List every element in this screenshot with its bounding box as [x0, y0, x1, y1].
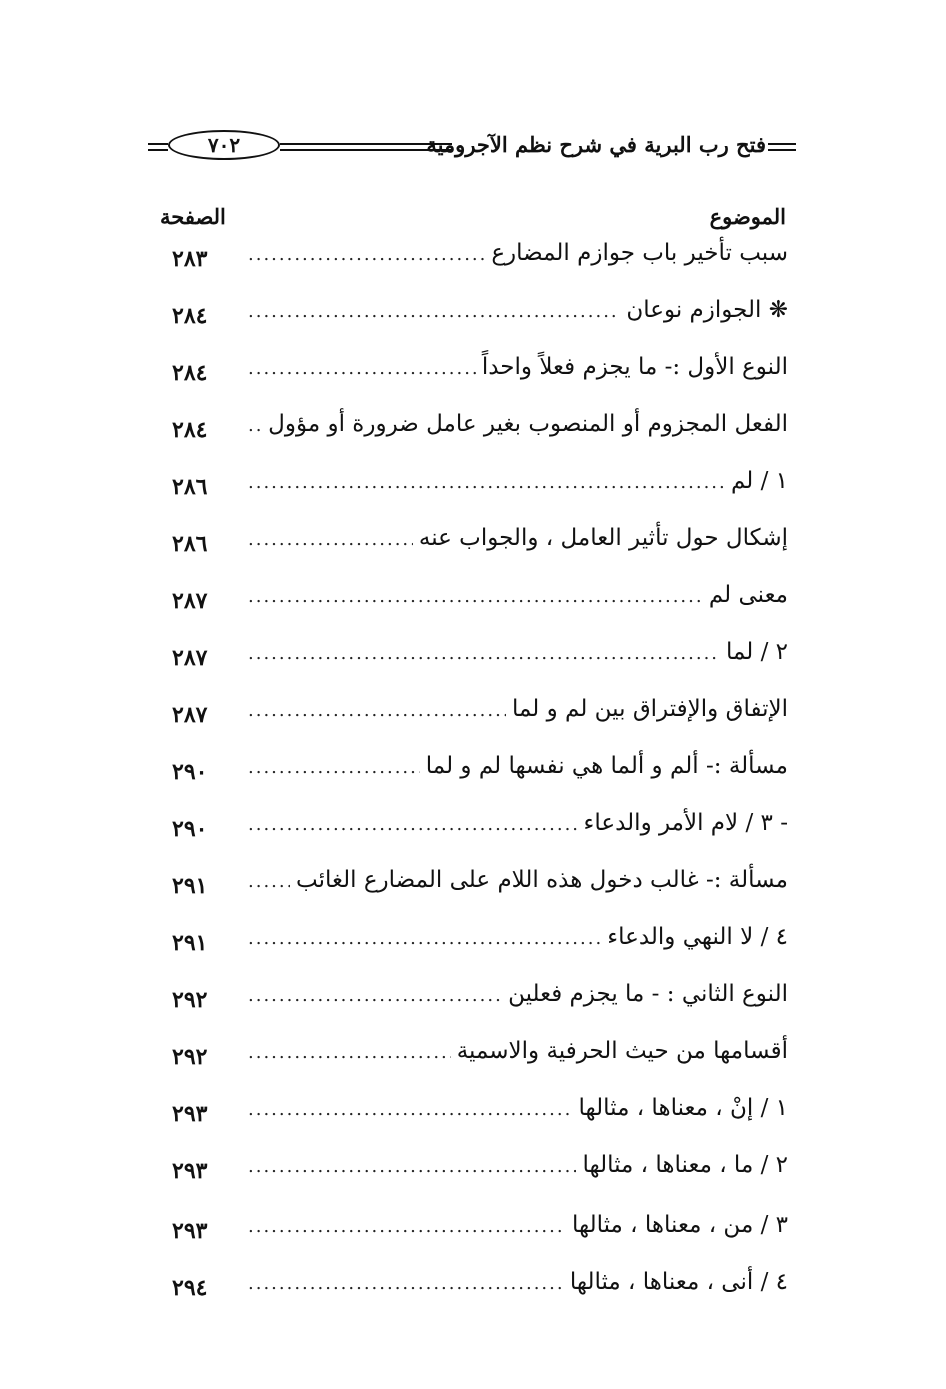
toc-entry-line [248, 582, 788, 622]
toc-entry [160, 468, 788, 508]
toc-entry-page: ٢٨٦ [172, 531, 208, 557]
toc-entry-line [248, 297, 788, 337]
toc-entry [160, 1095, 788, 1135]
toc-entry-line [248, 924, 788, 964]
dot-leader [248, 586, 703, 607]
toc-entry-page: ٢٩٠ [172, 759, 208, 785]
dot-leader [248, 757, 420, 778]
toc-entry-page: ٢٨٦ [172, 474, 208, 500]
toc-entry-line [248, 468, 788, 508]
toc-entry-line [248, 1152, 788, 1192]
toc-entry-line [248, 981, 788, 1021]
toc-entry-title: الإتفاق والإفتراق بين لم و لما [511, 696, 788, 722]
toc-entry [160, 525, 788, 565]
toc-entry-title: ٤ / لا النهي والدعاء [607, 924, 788, 950]
toc-entry-title: - ٣ / لام الأمر والدعاء [583, 810, 788, 836]
toc-entry-line [248, 696, 788, 736]
dot-leader [248, 928, 601, 949]
page-column-heading: الصفحة [160, 204, 226, 229]
toc-entry [160, 981, 788, 1021]
toc-entry [160, 1038, 788, 1078]
toc-entry-title: أقسامها من حيث الحرفية والاسمية [456, 1038, 788, 1064]
toc-entry-title: مسألة :- ألم و ألما هي نفسها لم و لما [425, 753, 788, 779]
toc-entry-line [248, 810, 788, 850]
toc-entry-page: ٢٩٣ [172, 1158, 208, 1184]
toc-entry [160, 753, 788, 793]
dot-leader [248, 244, 485, 265]
toc-entry [160, 1152, 788, 1192]
toc-entry-page: ٢٩٠ [172, 816, 208, 842]
toc-entry [160, 582, 788, 622]
page-number: ٧٠٢ [207, 133, 241, 157]
toc-entry-title: ٢ / لما [725, 639, 788, 665]
toc-entry-page: ٢٨٤ [172, 360, 208, 386]
dot-leader [248, 1042, 451, 1063]
toc-entry [160, 1269, 788, 1309]
toc-entry-page: ٢٩٣ [172, 1101, 208, 1127]
toc-entry [160, 924, 788, 964]
toc-entry-title: ٢ / ما ، معناها ، مثالها [582, 1152, 788, 1178]
dot-leader [248, 1273, 564, 1294]
dot-leader [248, 985, 502, 1006]
toc-entry-line [248, 1269, 788, 1309]
toc-entry-title: سبب تأخير باب جوازم المضارع [491, 240, 788, 266]
book-title: فتح رب البرية في شرح نظم الآجرومية [426, 132, 766, 157]
toc-entry-page: ٢٩١ [172, 873, 208, 899]
page-number-frame [168, 130, 280, 160]
toc-entry-page: ٢٩١ [172, 930, 208, 956]
toc-entry-title: الفعل المجزوم أو المنصوب بغير عامل ضرورة أو مؤول [268, 411, 788, 437]
toc-entry [160, 639, 788, 679]
toc-entry-title: معنى لم [708, 582, 788, 608]
topic-column-heading: الموضوع [709, 204, 786, 229]
toc-entry-title: إشكال حول تأثير العامل ، والجواب عنه [418, 525, 788, 551]
toc-entry [160, 411, 788, 451]
toc-entry-page: ٢٨٧ [172, 645, 208, 671]
header-rule [768, 149, 796, 151]
toc-entry-line [248, 411, 788, 451]
toc-entry [160, 867, 788, 907]
dot-leader [248, 814, 578, 835]
toc-entry-title: ١ / لم [730, 468, 788, 494]
header-rule [148, 143, 168, 145]
toc-entry-page: ٢٩٣ [172, 1218, 208, 1244]
toc-entry-title: ٣ / من ، معناها ، مثالها [571, 1212, 788, 1238]
toc-entry-page: ٢٨٧ [172, 702, 208, 728]
toc-entry-line [248, 1095, 788, 1135]
toc-entry-title: ❋ الجوازم نوعان [626, 297, 788, 323]
dot-leader [248, 529, 413, 550]
dot-leader [248, 301, 620, 322]
toc-entry [160, 240, 788, 280]
toc-entry-page: ٢٩٤ [172, 1275, 208, 1301]
toc-entry-line [248, 1038, 788, 1078]
running-header [148, 128, 798, 168]
dot-leader [248, 871, 290, 892]
dot-leader [248, 415, 262, 436]
toc-entry-title: مسألة :- غالب دخول هذه اللام على المضارع الغائب [296, 867, 788, 893]
toc-entry [160, 1212, 788, 1252]
toc-entry-title: ٤ / أنى ، معناها ، مثالها [569, 1269, 788, 1295]
toc-entry-line [248, 240, 788, 280]
dot-leader [248, 1156, 576, 1177]
toc-entry-page: ٢٩٢ [172, 987, 208, 1013]
toc-entry-line [248, 867, 788, 907]
header-rule [768, 143, 796, 145]
toc-entry-page: ٢٨٧ [172, 588, 208, 614]
toc-entry-line [248, 639, 788, 679]
dot-leader [248, 1216, 566, 1237]
header-rule [148, 149, 168, 151]
dot-leader [248, 643, 720, 664]
toc-entry-title: النوع الثاني : - ما يجزم فعلين [508, 981, 788, 1007]
dot-leader [248, 472, 725, 493]
toc-entry [160, 810, 788, 850]
toc-entry-page: ٢٩٢ [172, 1044, 208, 1070]
toc-entry-page: ٢٨٣ [172, 246, 208, 272]
toc-entry-line [248, 354, 788, 394]
toc-entry-page: ٢٨٤ [172, 417, 208, 443]
dot-leader [248, 1099, 573, 1120]
dot-leader [248, 700, 506, 721]
toc-entry-title: ١ / إنْ ، معناها ، مثالها [578, 1095, 788, 1121]
toc-entry-line [248, 525, 788, 565]
toc-entry-line [248, 1212, 788, 1252]
toc-entry [160, 696, 788, 736]
toc-entry-page: ٢٨٤ [172, 303, 208, 329]
dot-leader [248, 358, 476, 379]
toc-entry [160, 354, 788, 394]
toc-entry-title: النوع الأول :- ما يجزم فعلاً واحداً [481, 354, 788, 380]
toc-entry [160, 297, 788, 337]
toc-entry-line [248, 753, 788, 793]
